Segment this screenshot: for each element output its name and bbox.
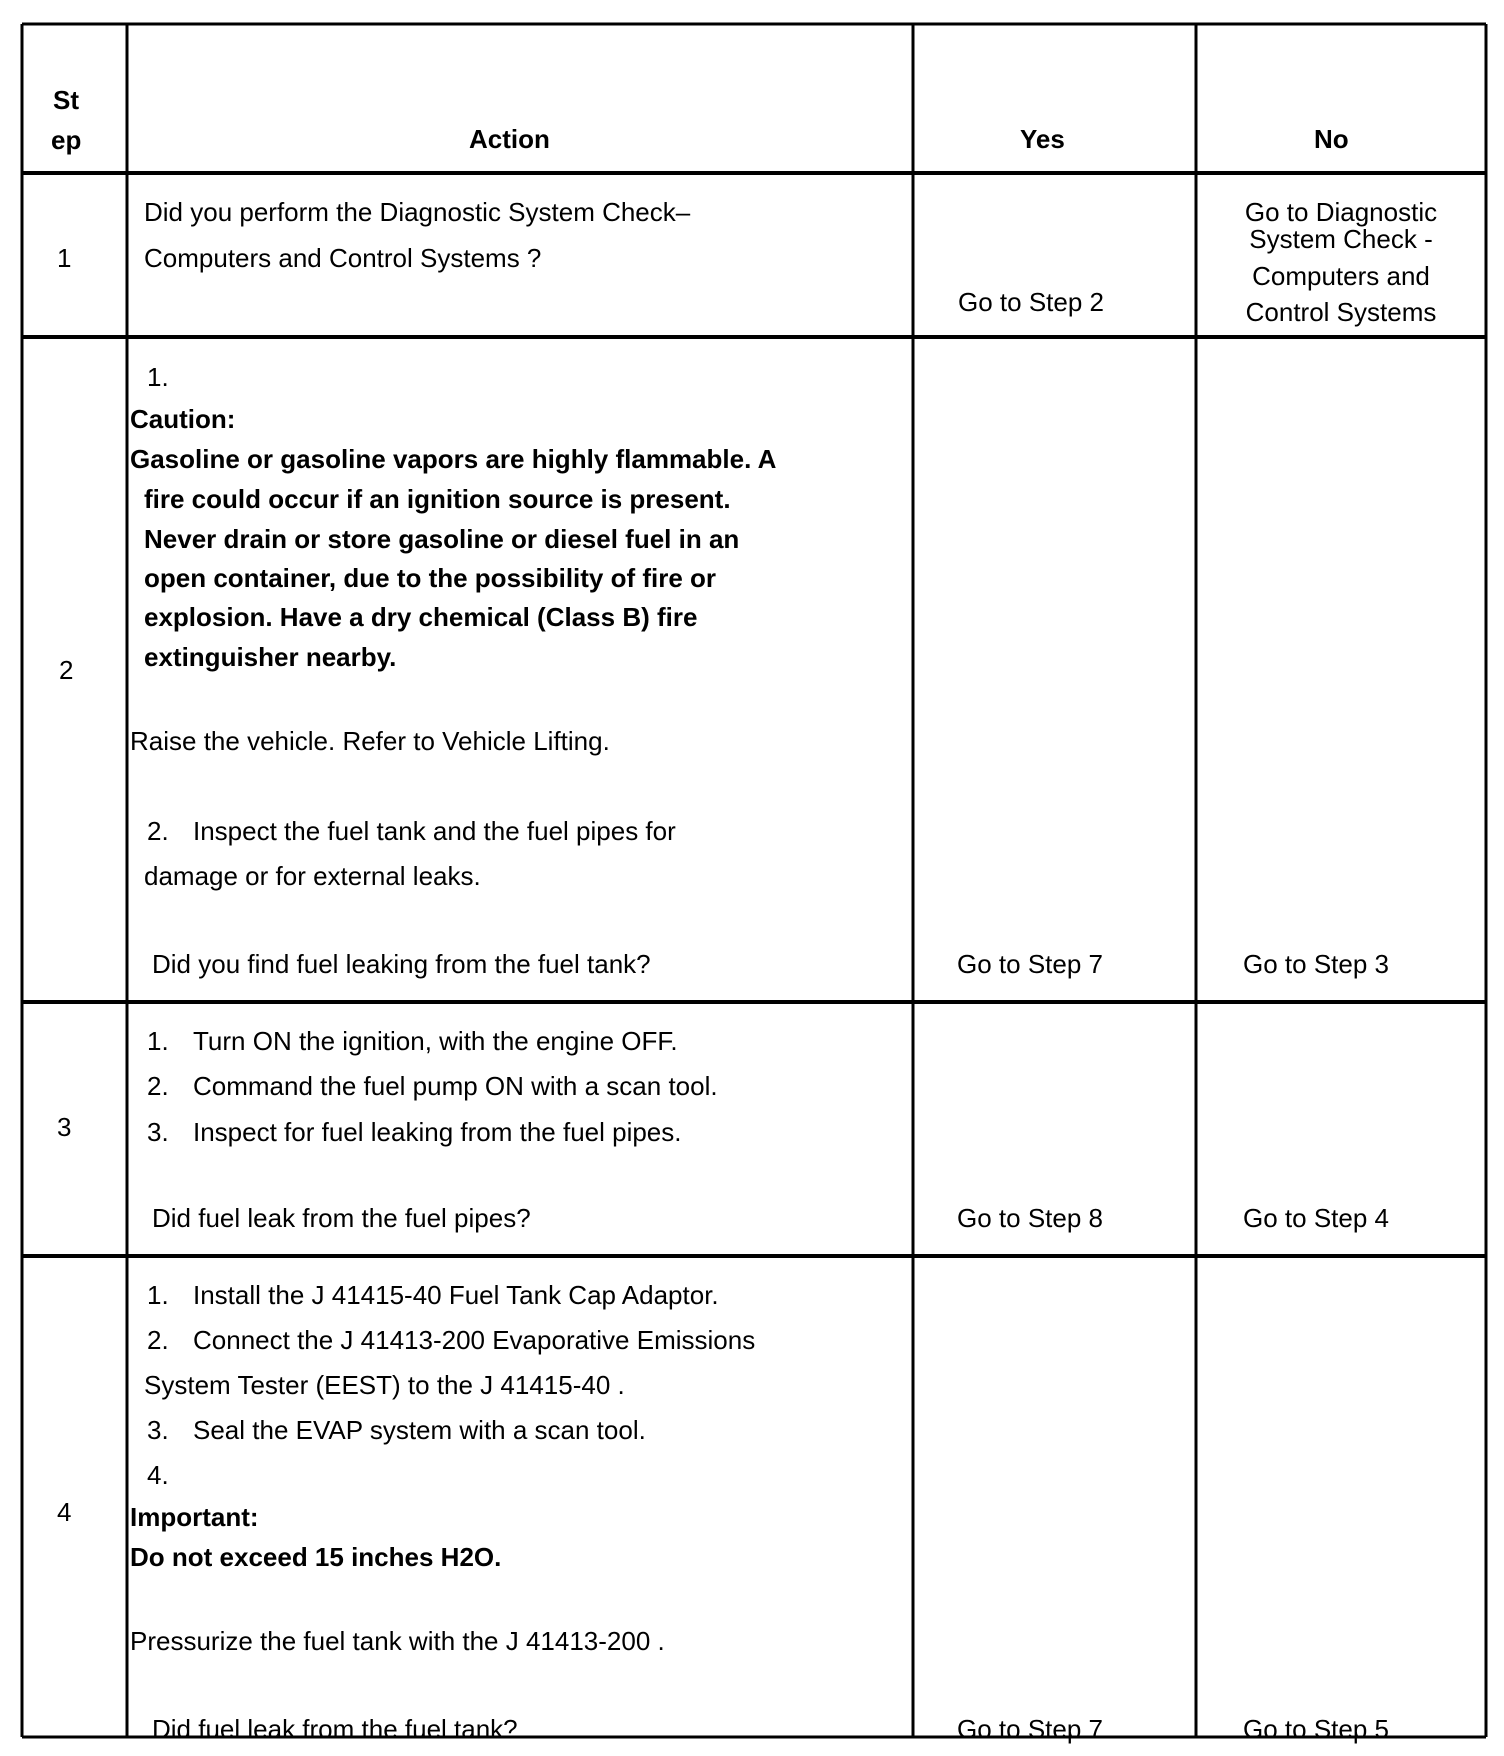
row2-caution-line2: fire could occur if an ignition source is present. xyxy=(144,484,731,514)
row1-no-line3: Computers and xyxy=(1252,261,1430,291)
row3-item1-number: 1. xyxy=(147,1026,169,1056)
row4-pressurize-text: Pressurize the fuel tank with the J 41413-200 . xyxy=(130,1626,665,1656)
row3-question: Did fuel leak from the fuel pipes? xyxy=(152,1203,531,1233)
row1-no xyxy=(1198,197,1484,329)
row4-item2-number: 2. xyxy=(147,1325,169,1355)
row1-yes: Go to Step 2 xyxy=(958,287,1104,317)
row1-action-line2: Computers and Control Systems ? xyxy=(144,243,542,273)
row2-item2-line1: Inspect the fuel tank and the fuel pipes for xyxy=(193,816,676,846)
row4-item2-line1: Connect the J 41413-200 Evaporative Emissions xyxy=(193,1325,756,1355)
row4-item3-number: 3. xyxy=(147,1415,169,1445)
row3-item2-number: 2. xyxy=(147,1071,169,1101)
row4-item2-line2: System Tester (EEST) to the J 41415-40 . xyxy=(144,1370,625,1400)
row2-caution-line6: extinguisher nearby. xyxy=(144,642,397,672)
row4-item4-number: 4. xyxy=(147,1460,169,1490)
row3-no: Go to Step 4 xyxy=(1243,1203,1389,1233)
row4-item3-text: Seal the EVAP system with a scan tool. xyxy=(193,1415,646,1445)
row1-no-line2: System Check - xyxy=(1249,224,1433,254)
step-number-4: 4 xyxy=(57,1497,72,1527)
header-step-line2: ep xyxy=(51,125,82,155)
row1-no-line1: Go to Diagnostic xyxy=(1244,197,1438,227)
row2-caution-line5: explosion. Have a dry chemical (Class B) fire xyxy=(144,602,698,632)
row2-question: Did you find fuel leaking from the fuel tank? xyxy=(152,949,651,979)
row1-no-line4: Control Systems xyxy=(1245,297,1437,327)
step-number-3: 3 xyxy=(57,1112,72,1142)
row3-item1-text: Turn ON the ignition, with the engine OFF. xyxy=(193,1026,678,1056)
row2-caution-label: Caution: xyxy=(130,404,236,434)
header-yes: Yes xyxy=(1020,124,1065,154)
row2-raise-text: Raise the vehicle. Refer to Vehicle Lifting. xyxy=(130,726,610,756)
row2-item1-number: 1. xyxy=(147,362,169,392)
row4-question: Did fuel leak from the fuel tank? xyxy=(152,1714,518,1744)
row4-important-label: Important: xyxy=(130,1502,259,1532)
row2-item2-number: 2. xyxy=(147,816,169,846)
row4-no: Go to Step 5 xyxy=(1243,1714,1389,1744)
row2-item2-line2: damage or for external leaks. xyxy=(144,861,481,891)
step-number-2: 2 xyxy=(59,655,74,685)
row3-item3-number: 3. xyxy=(147,1117,169,1147)
header-action: Action xyxy=(469,124,550,154)
row4-item1-number: 1. xyxy=(147,1280,169,1310)
row3-item3-text: Inspect for fuel leaking from the fuel pipes. xyxy=(193,1117,682,1147)
row2-caution-line4: open container, due to the possibility of fire or xyxy=(144,563,717,593)
row4-yes: Go to Step 7 xyxy=(957,1714,1103,1744)
row2-no: Go to Step 3 xyxy=(1243,949,1389,979)
header-step-line1: St xyxy=(53,85,79,115)
row4-important-text: Do not exceed 15 inches H2O. xyxy=(130,1542,502,1572)
row2-yes: Go to Step 7 xyxy=(957,949,1103,979)
step-number-1: 1 xyxy=(57,243,72,273)
row1-action-line1: Did you perform the Diagnostic System Check– xyxy=(144,197,691,227)
row4-item1-text: Install the J 41415-40 Fuel Tank Cap Adaptor. xyxy=(193,1280,719,1310)
header-no: No xyxy=(1314,124,1349,154)
row2-caution-line1: Gasoline or gasoline vapors are highly flammable. A xyxy=(130,444,777,474)
row3-item2-text: Command the fuel pump ON with a scan tool. xyxy=(193,1071,718,1101)
row2-caution-line3: Never drain or store gasoline or diesel fuel in an xyxy=(144,524,740,554)
row3-yes: Go to Step 8 xyxy=(957,1203,1103,1233)
